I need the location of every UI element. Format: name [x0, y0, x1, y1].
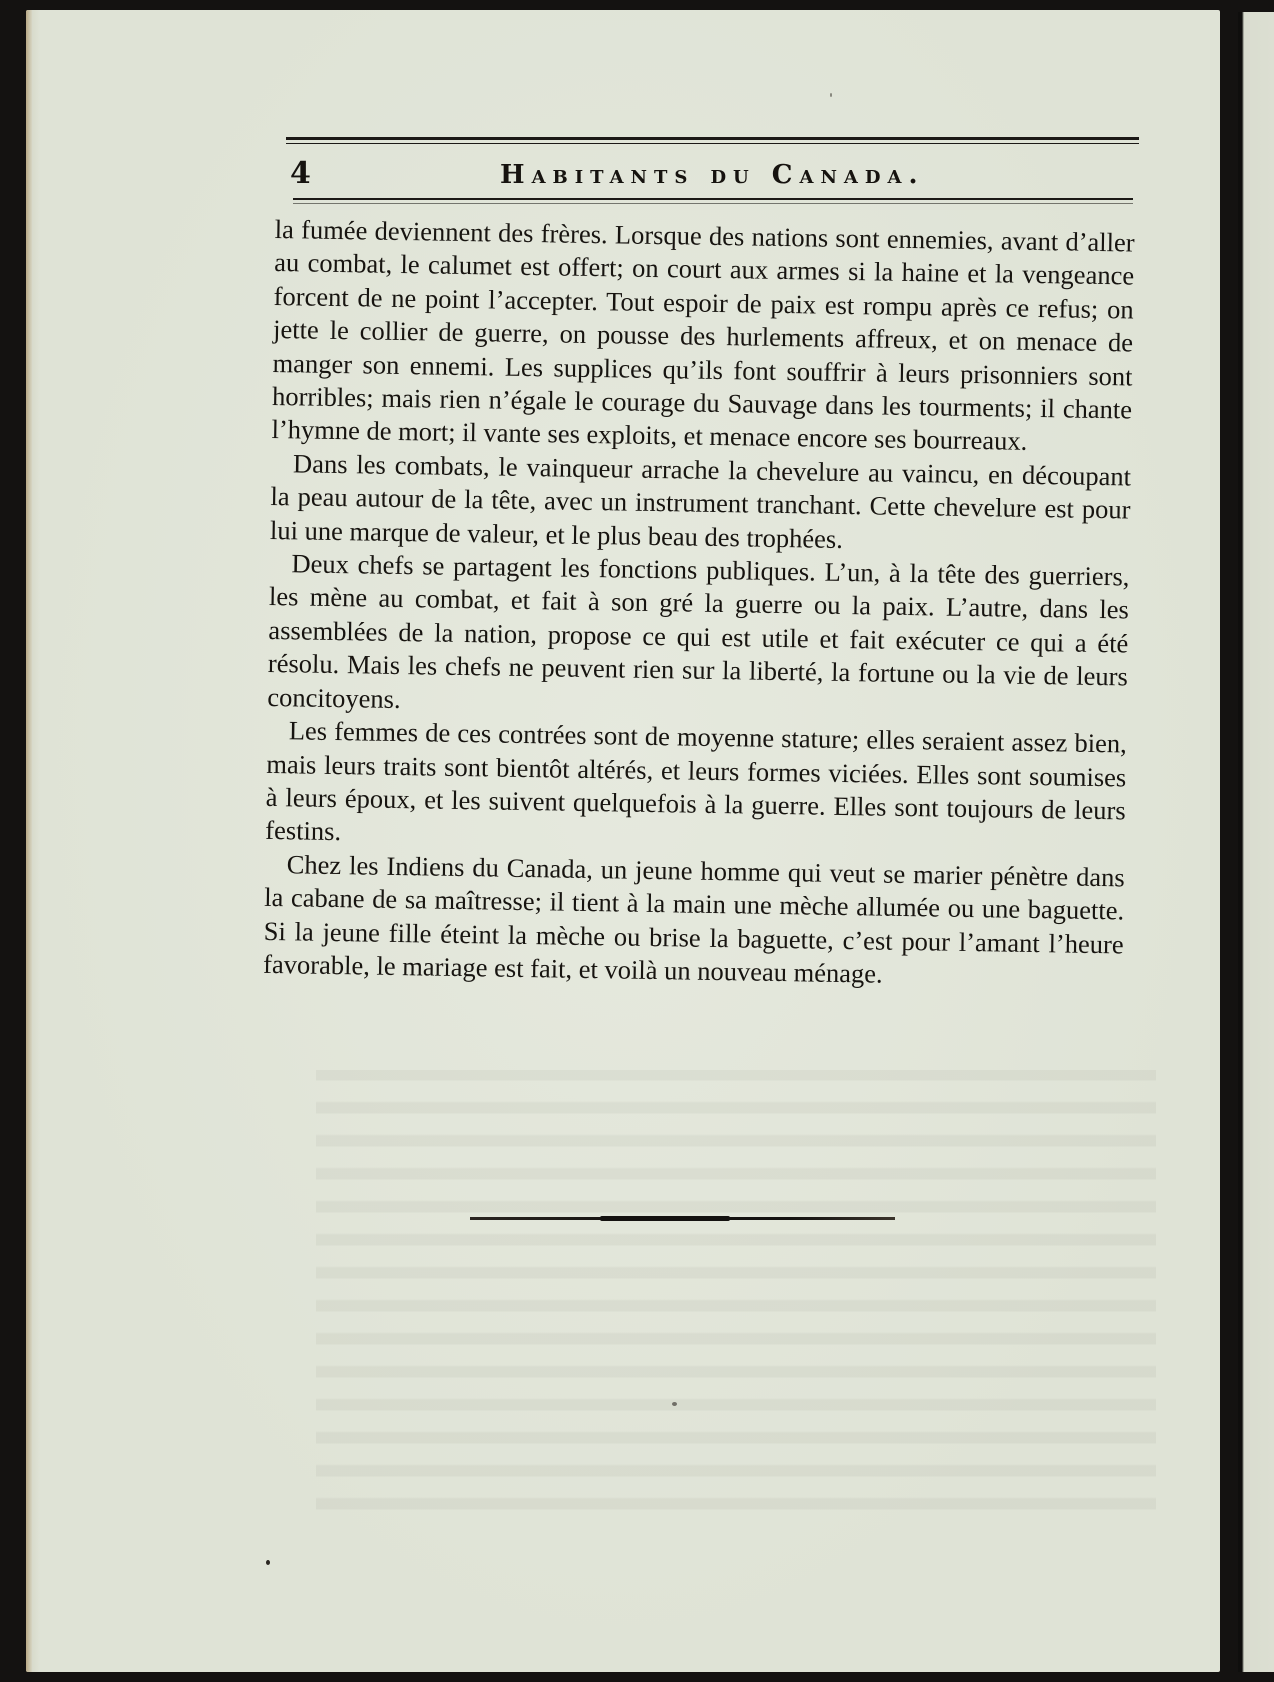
page-number: 4	[290, 156, 311, 191]
next-page-edge	[1238, 12, 1274, 1672]
closing-rule-center	[600, 1216, 730, 1221]
paragraph-mariage: Chez les Indiens du Canada, un jeune homme qui veut se marier pénètre dans la cabane de sa maîtresse; il tient à la main une mèche allumée ou une baguette. Si la jeune fille éteint la mèche ou brise la baguette, c’est pour l’amant l’heure favorable, le mariage est fait, et voilà un nouveau ménage.	[262, 848, 1125, 989]
show-through-text	[316, 1070, 1156, 1530]
body-text	[263, 213, 1135, 995]
paragraph-continuation: la fumée deviennent des frères. Lorsque des nations sont ennemies, avant d’aller au combat, le calumet est offert; on court aux armes si la haine et la vengeance forcent de ne point l’accepter. Tout espoir de paix est rompu après ce refus; on jette le collier de guerre, on pousse des hurlements affreux, et on menace de manger son ennemi. Les supplices qu’ils font souffrir à leurs prisonniers sont horribles; mais rien n’égale le courage du Sauvage dans les tourments; il chante l’hymne de mort; il vante ses exploits, et menace encore ses bourreaux.	[271, 213, 1135, 457]
header-top-rule-thin	[286, 143, 1139, 144]
paragraph-femmes: Les femmes de ces contrées sont de moyenne stature; elles seraient assez bien, mais leurs traits sont bientôt altérés, et leurs formes viciées. Elles sont soumises à leurs époux, et les suivent quelquefois à la guerre. Elles sont toujours de leurs festins.	[265, 715, 1128, 847]
ink-speck	[266, 1560, 270, 1565]
ink-speck	[672, 1402, 677, 1406]
running-header	[290, 152, 1140, 192]
header-bottom-rule	[293, 198, 1133, 200]
paragraph-chefs: Deux chefs se partagent les fonctions publiques. L’un, à la tête des guerriers, les mène au combat, et fait à son gré la guerre ou la paix. L’autre, dans les assemblées de la nation, propose ce qui est utile et fait exécuter ce qui a été résolu. Mais les chefs ne peuvent rien sur la liberté, la fortune ou la vie de leurs concitoyens.	[267, 548, 1130, 714]
ink-speck	[830, 93, 832, 97]
running-head-title: Habitants du Canada.	[500, 160, 925, 190]
page-edge	[26, 10, 32, 1672]
header-top-rule	[286, 137, 1139, 140]
header-bottom-rule-thin	[293, 203, 1133, 204]
paragraph-combats: Dans les combats, le vainqueur arrache la chevelure au vaincu, en découpant la peau autour de la tête, avec un instrument tranchant. Cette chevelure est pour lui une marque de valeur, et le plus beau des trophées.	[269, 448, 1132, 554]
